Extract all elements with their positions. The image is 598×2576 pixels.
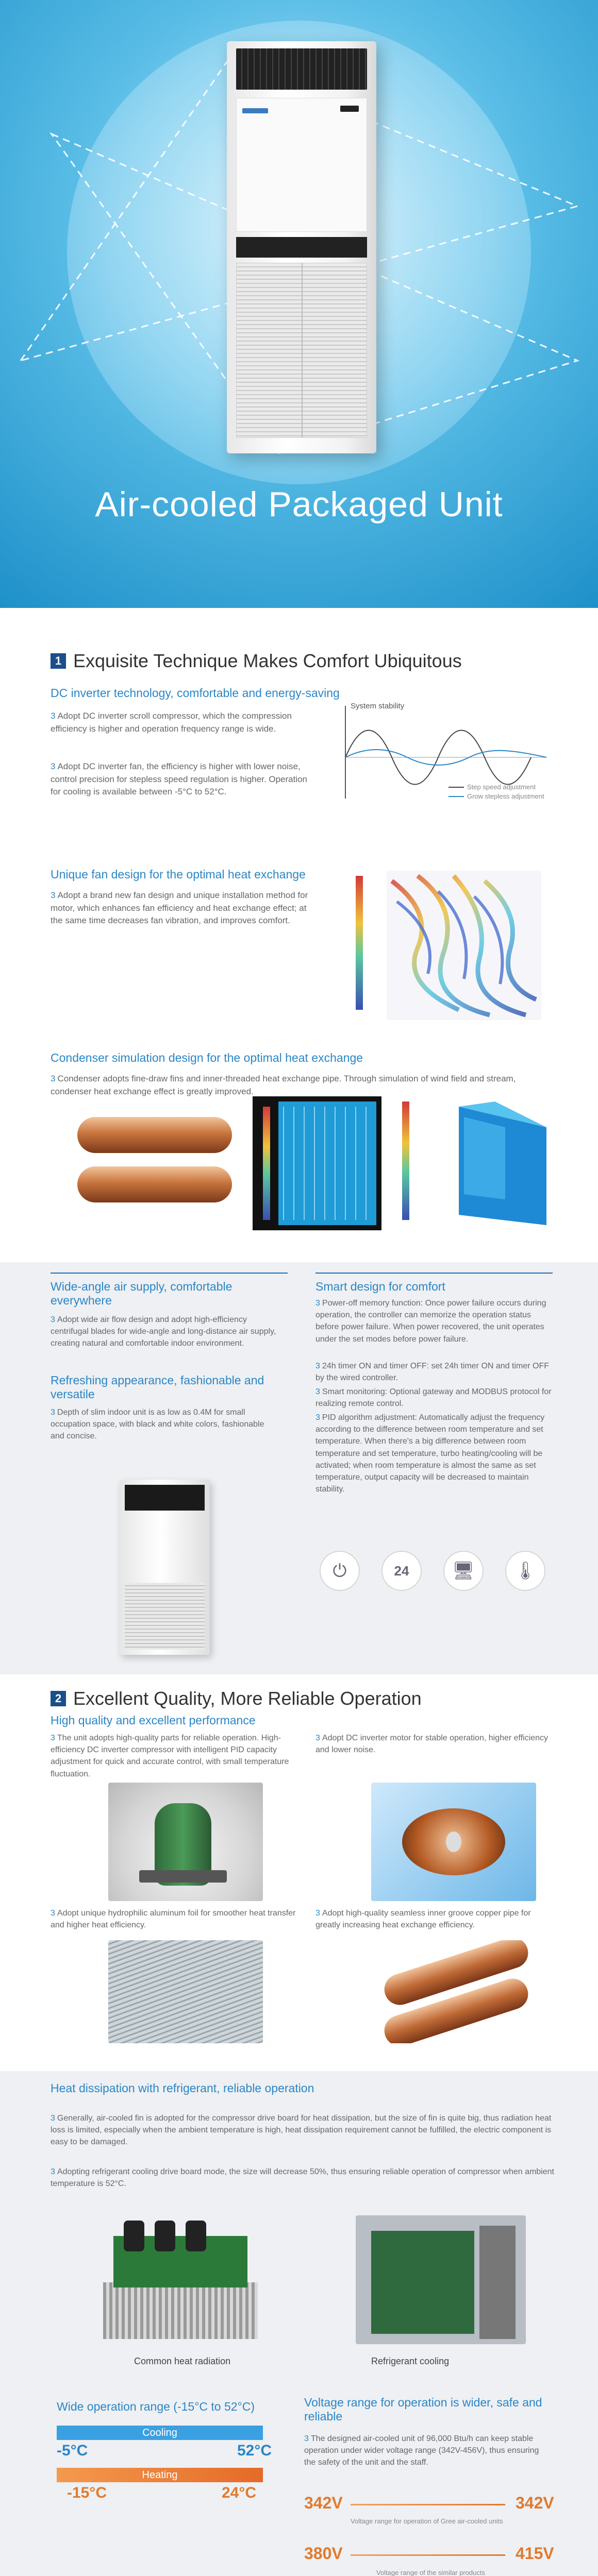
refreshing-para: 3 Depth of slim indoor unit is as low as 0.4M for small occupation space, with black and white colors, fashionable and concise.: [51, 1408, 264, 1441]
top-air-outlet: [236, 48, 367, 90]
cooling-max: 52°C: [237, 2442, 272, 2459]
cooling-min: -5°C: [57, 2442, 88, 2459]
refrigerant-cooling-caption: Refrigerant cooling: [371, 2356, 450, 2366]
divider: [51, 1273, 288, 1274]
section-number-badge: 2: [51, 1691, 66, 1706]
aluminum-foil-photo: [108, 1940, 263, 2043]
smart-item-3: 3 Smart monitoring: Optional gateway and MODBUS protocol for realizing remote control.: [315, 1387, 552, 1409]
divider: [315, 1273, 553, 1274]
copper-tube-photo: [371, 1940, 536, 2043]
condenser-title: Condenser simulation design for the optimal heat exchange: [51, 1051, 363, 1064]
heat-dissipation-para-1: 3 Generally, air-cooled fin is adopted for the compressor drive board for heat dissipation, but the size of fin is quite big, thus radiation heat loss is limited, especially when the ambient temperature is high, heat dissipation requirement cannot be fulfilled, the electric component is easy to be damaged.: [51, 2114, 552, 2147]
condenser-temperature-simulation: [402, 1096, 557, 1230]
return-air-grille: [236, 263, 367, 438]
similar-voltage-min: 380V: [304, 2544, 343, 2563]
common-heat-radiation-image: [82, 2215, 278, 2349]
fan-design-para: 3 Adopt a brand new fan design and unique installation method for motor, which enhances fan efficiency and heat exchange effect; at the same time decreases fan vibration, and improves comfort.: [51, 890, 308, 926]
smart-item-4: 3 PID algorithm adjustment: Automatically adjust the frequency according to the difference between room temperature and set temperature. When there's a big difference between room temperature and set temperature, turbo heating/cooling will be activated; when room temperature is almost the same as set temperature, output capacity will be decreased to maintain stability.: [315, 1413, 545, 1494]
unit-display: [340, 106, 359, 112]
section-2-heading: Excellent Quality, More Reliable Operation: [73, 1688, 422, 1709]
heat-exchanger-simulation: [253, 1096, 381, 1230]
high-quality-para-1: 3 The unit adopts high-quality parts for reliable operation. High-efficiency DC inverter compressor with intelligent PID capacity adjustment for quick and accurate control, with small temperature fluctuation.: [51, 1734, 289, 1778]
heat-dissipation-title: Heat dissipation with refrigerant, reliable operation: [51, 2081, 314, 2095]
common-heat-caption: Common heat radiation: [134, 2356, 231, 2366]
heating-max: 24°C: [222, 2484, 257, 2501]
legend-stepless: Grow stepless adjustment: [467, 792, 544, 800]
refrigerant-cooling-image: [356, 2215, 526, 2344]
timer-24h-icon: 24: [381, 1551, 422, 1591]
gree-voltage-min: 342V: [304, 2494, 343, 2512]
hero-banner: [0, 0, 598, 608]
copper-pipe-image-2: [77, 1166, 232, 1202]
section-2-title: [51, 1688, 422, 1709]
power-memory-icon: ⏻: [320, 1551, 360, 1591]
refreshing-title: Refreshing appearance, fashionable and versatile: [51, 1374, 264, 1401]
smart-design-title: Smart design for comfort: [315, 1280, 445, 1293]
high-quality-para-2: 3 Adopt DC inverter motor for stable operation, higher efficiency and lower noise.: [315, 1734, 549, 1755]
heat-dissipation-para-2: 3 Adopting refrigerant cooling drive board mode, the size will decrease 50%, thus ensuring reliable operation of compressor when ambient temperature is 52°C.: [51, 2167, 554, 2189]
heating-min: -15°C: [67, 2484, 107, 2501]
smart-item-2: 3 24h timer ON and timer OFF: set 24h timer ON and timer OFF by the wired controller.: [315, 1362, 550, 1383]
similar-voltage-caption: Voltage range of the similar products: [376, 2569, 486, 2576]
copper-pipe-image-1: [77, 1117, 232, 1153]
similar-voltage-line: [351, 2554, 505, 2556]
dc-inverter-title: DC inverter technology, comfortable and energy-saving: [51, 686, 340, 700]
high-quality-title: High quality and excellent performance: [51, 1714, 256, 1727]
condenser-para: 3 Condenser adopts fine-draw fins and inner-threaded heat exchange pipe. Through simulation of wind field and stream, condenser heat exchange effect is greatly improved.: [51, 1074, 516, 1096]
wide-angle-title: Wide-angle air supply, comfortable everywhere: [51, 1280, 232, 1307]
legend-step: Step speed adjustment: [467, 783, 536, 791]
similar-voltage-max: 415V: [516, 2544, 554, 2563]
compressor-photo: [108, 1783, 263, 1901]
gree-voltage-line: [351, 2504, 505, 2505]
monitor-icon: 🖥: [443, 1551, 484, 1591]
section-1-heading: Exquisite Technique Makes Comfort Ubiquitous: [73, 650, 462, 671]
gree-voltage-max: 342V: [516, 2494, 554, 2512]
high-quality-para-4: 3 Adopt high-quality seamless inner groove copper pipe for greatly increasing heat exchange efficiency.: [315, 1909, 531, 1930]
temperature-range-title: Wide operation range (-15°C to 52°C): [57, 2400, 255, 2413]
temperature-icon: 🌡: [505, 1551, 545, 1591]
front-panel: [236, 98, 367, 232]
brand-logo: [242, 108, 268, 113]
section-1-title: [51, 650, 462, 672]
fan-design-title: Unique fan design for the optimal heat exchange: [51, 868, 306, 881]
gree-voltage-caption: Voltage range for operation of Gree air-cooled units: [351, 2517, 503, 2525]
section-number-badge: 1: [51, 653, 66, 669]
packaged-unit-image: [227, 41, 376, 453]
indoor-unit-photo-black: [120, 1480, 210, 1655]
dc-motor-photo: [371, 1783, 536, 1901]
dc-inverter-para-2: 3 Adopt DC inverter fan, the efficiency is higher with lower noise, control precision for stepless speed regulation is higher. Operation for cooling is available between -5°C to 52°C.: [51, 761, 308, 797]
voltage-range-title: Voltage range for operation is wider, safe and reliable: [304, 2396, 542, 2423]
high-quality-para-3: 3 Adopt unique hydrophilic aluminum foil for smoother heat transfer and higher heat efficiency.: [51, 1909, 296, 1930]
black-band: [236, 237, 367, 258]
dc-inverter-para-1: 3 Adopt DC inverter scroll compressor, which the compression efficiency is higher and operation frequency range is wide.: [51, 711, 292, 734]
voltage-range-para: 3 The designed air-cooled unit of 96,000 Btu/h can keep stable operation under wider voltage range (342V-456V), thus ensuring the safety of the unit and the staff.: [304, 2434, 539, 2467]
heating-range-bar: Heating: [57, 2468, 263, 2482]
wide-angle-para: 3 Adopt wide air flow design and adopt high-efficiency centrifugal blades for wide-angle and long-distance air supply, creating natural and comfortable indoor environment.: [51, 1315, 276, 1348]
cooling-range-bar: Cooling: [57, 2426, 263, 2440]
chart-y-axis-label: System stability: [351, 702, 405, 710]
fan-airflow-simulation: [356, 871, 546, 1020]
hero-title: Air-cooled Packaged Unit: [95, 485, 503, 524]
smart-item-1: 3 Power-off memory function: Once power failure occurs during operation, the controller can memorize the operation status before power failure. When power recovered, the unit operates under the set modes before power failure.: [315, 1299, 546, 1344]
